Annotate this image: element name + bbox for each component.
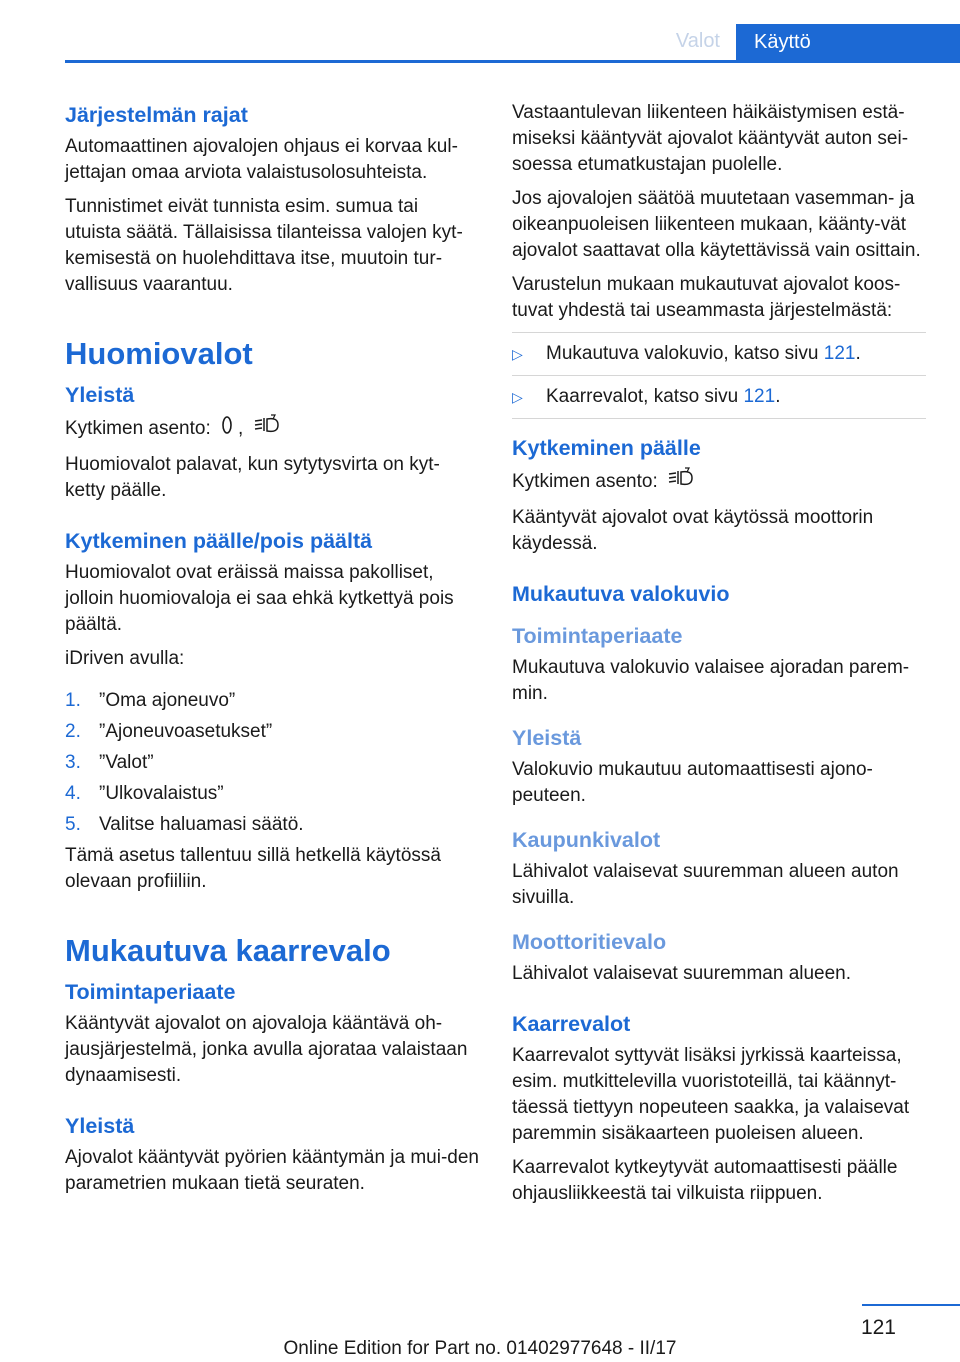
header-tab-valot: Valot [675, 30, 720, 52]
paragraph: Valokuvio mukautuu automaattisesti ajono-peuteen. [512, 759, 873, 806]
switch-position-line [512, 467, 926, 497]
switch-separator: , [238, 418, 244, 440]
heading-huomiovalot: Huomiovalot [65, 336, 253, 371]
page-link-121[interactable]: 121 [823, 343, 856, 364]
auto-headlight-symbol-icon [667, 467, 697, 497]
heading-kytkeminen-paalle: Kytkeminen päälle [512, 436, 701, 460]
page-link-121[interactable]: 121 [743, 386, 776, 407]
page-header [0, 24, 960, 62]
edition-footer: Online Edition for Part no. 01402977648 - II/17 [283, 1338, 677, 1359]
footer-rule [862, 1304, 960, 1306]
list-item: ▷ Kaarrevalot, katso sivu 121. [512, 375, 926, 419]
paragraph: Huomiovalot ovat eräissä maissa pakolliset, jolloin huomiovaloja ei saa ehkä kytkettyä pois päältä. [65, 562, 454, 635]
right-column [512, 100, 926, 1215]
paragraph: Kääntyvät ajovalot ovat käytössä moottorin käydessä. [512, 507, 874, 554]
list-item: 5. Valitse haluamasi säätö. [65, 814, 304, 835]
switch-label: Kytkimen asento: [65, 418, 211, 440]
subheading-moottoritievalo: Moottoritievalo [512, 930, 667, 954]
page-number: 121 [860, 1316, 896, 1339]
paragraph: Automaattinen ajovalojen ohjaus ei korvaa kul-jettajan omaa arviota valaistusolosuhteista. [65, 136, 458, 183]
subheading-yleista: Yleistä [65, 383, 135, 407]
paragraph: Mukautuva valokuvio valaisee ajoradan parem-min. [512, 657, 910, 704]
heading-jarjestelman-rajat: Järjestelmän rajat [65, 103, 248, 127]
list-item: 1. ”Oma ajoneuvo” [65, 690, 236, 711]
paragraph: Jos ajovalojen säätöä muutetaan vasemman- ja oikeanpuoleisen liikenteen mukaan, käänty-vät ajovalot saattavat olla käytettävissä vain osittain. [512, 188, 921, 261]
parking-light-symbol-icon [220, 414, 234, 444]
paragraph: Tunnistimet eivät tunnista esim. sumua tai utuista säätä. Tällaisissa tilanteissa valojen kyt-kemisestä on huolehdittava itse, muutoin tur-vallisuus vaarantuu. [65, 196, 463, 295]
paragraph: Lähivalot valaisevat suuremman alueen auton sivuilla. [512, 861, 899, 908]
subheading-toimintaperiaate: Toimintaperiaate [65, 980, 236, 1004]
paragraph: Kaarrevalot kytkeytyvät automaattisesti päälle ohjausliikkeestä tai vilkuista riippuen. [512, 1157, 898, 1204]
paragraph: iDriven avulla: [65, 648, 185, 669]
list-item: ▷ Mukautuva valokuvio, katso sivu 121. [512, 332, 926, 375]
subheading-kytkeminen-paalle-pois: Kytkeminen päälle/pois päältä [65, 529, 373, 553]
heading-kaarrevalot: Kaarrevalot [512, 1012, 631, 1036]
paragraph: Kaarrevalot syttyvät lisäksi jyrkissä kaarteissa, esim. mutkittelevilla vuoristoteillä, tai käännyt-täessä tiettyyn nopeuteen saakka, ja valaisevat paremmin sisäkaarteen puoleisen alueen. [512, 1045, 910, 1144]
idrive-steps-list [65, 688, 479, 838]
paragraph: Lähivalot valaisevat suuremman alueen. [512, 963, 852, 984]
heading-mukautuva-valokuvio: Mukautuva valokuvio [512, 582, 730, 606]
paragraph: Tämä asetus tallentuu sillä hetkellä käytössä olevaan profiiliin. [65, 845, 441, 892]
paragraph: Varustelun mukaan mukautuvat ajovalot koos-tuvat yhdestä tai useammasta järjestelmästä: [512, 274, 901, 321]
subheading-yleista: Yleistä [512, 726, 582, 750]
systems-bullet-list [512, 332, 926, 419]
subheading-kaupunkivalot: Kaupunkivalot [512, 828, 661, 852]
list-item: 4. ”Ulkovalaistus” [65, 783, 224, 804]
heading-mukautuva-kaarrevalo: Mukautuva kaarrevalo [65, 933, 391, 968]
header-tab-kaytto: Käyttö [736, 24, 960, 61]
subheading-yleista: Yleistä [65, 1114, 135, 1138]
paragraph: Ajovalot kääntyvät pyörien kääntymän ja mui-den parametrien mukaan tietä seuraten. [65, 1147, 480, 1194]
triangle-bullet-icon: ▷ [512, 346, 523, 362]
auto-headlight-symbol-icon [253, 414, 283, 444]
paragraph: Kääntyvät ajovalot on ajovaloja kääntävä oh-jausjärjestelmä, jonka avulla ajorataa valaistaan dynaamisesti. [65, 1013, 468, 1086]
triangle-bullet-icon: ▷ [512, 389, 523, 405]
subheading-toimintaperiaate: Toimintaperiaate [512, 624, 683, 648]
switch-label: Kytkimen asento: [512, 471, 658, 493]
list-item: 2. ”Ajoneuvoasetukset” [65, 721, 273, 742]
switch-position-line [65, 414, 479, 444]
list-item: 3. ”Valot” [65, 752, 154, 773]
left-column [65, 100, 479, 1205]
header-rule [65, 60, 960, 63]
paragraph: Huomiovalot palavat, kun sytytysvirta on kyt-ketty päälle. [65, 454, 440, 501]
paragraph: Vastaantulevan liikenteen häikäistymisen estä-miseksi kääntyvät ajovalot kääntyvät auton sei-soessa etumatkustajan puolelle. [512, 102, 909, 175]
